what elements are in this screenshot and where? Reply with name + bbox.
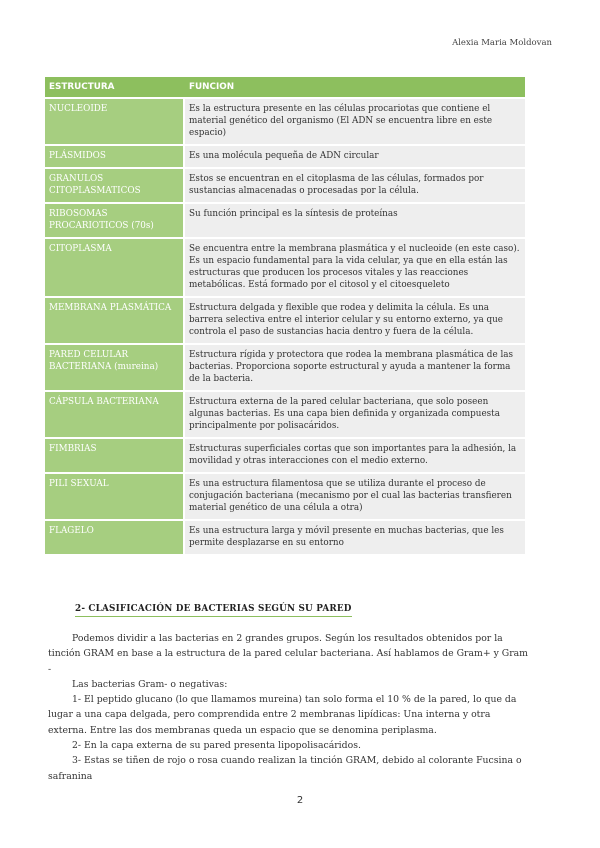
table-row [45, 239, 525, 296]
structure-cell: RIBOSOMAS PROCARIOTICOS (70s) [45, 204, 185, 237]
structure-cell: PARED CELULAR BACTERIANA (mureina) [45, 345, 185, 390]
function-cell: Estructura rígida y protectora que rodea la membrana plasmática de las bacterias. Proporciona soporte estructural y ayuda a mantener la forma de la bacteria. [185, 345, 525, 390]
function-cell: Es una estructura larga y móvil presente en muchas bacterias, que les permite desplazarse en su entorno [185, 521, 525, 554]
structure-cell: CÁPSULA BACTERIANA [45, 392, 185, 437]
table-row [45, 169, 525, 202]
paragraph: 2- En la capa externa de su pared presenta lipopolisacáridos. [72, 740, 361, 752]
structure-function-table [45, 75, 525, 556]
function-cell: Es la estructura presente en las células procariotas que contiene el material genético del organismo (El ADN se encuentra libre en este espacio) [185, 99, 525, 144]
page-number: 2 [296, 795, 304, 806]
function-cell: Es una estructura filamentosa que se utiliza durante el proceso de conjugación bacteriana (mecanismo por el cual las bacterias transfieren material genético de una célula a otra) [185, 474, 525, 519]
function-cell: Estructuras superficiales cortas que son importantes para la adhesión, la movilidad y otras interacciones con el medio externo. [185, 439, 525, 472]
paragraph: 1- El peptido glucano (lo que llamamos mureina) tan solo forma el 10 % de la pared, lo que da lugar a una capa delgada, pero comprendida entre 2 membranas lipídicas: Una interna y otra externa. Entre las dos membranas queda un espacio que se denomina periplasma. [48, 694, 517, 736]
table-row [45, 521, 525, 554]
paragraph: Las bacterias Gram- o negativas: [72, 678, 228, 690]
table-row [45, 392, 525, 437]
table-row [45, 345, 525, 390]
column-header-structure: ESTRUCTURA [45, 77, 185, 97]
paragraph: 3- Estas se tiñen de rojo o rosa cuando realizan la tinción GRAM, debido al colorante Fucsina o safranina [48, 755, 522, 782]
table-row [45, 298, 525, 343]
table-row [45, 146, 525, 167]
structure-cell: PLÁSMIDOS [45, 146, 185, 167]
table-row [45, 204, 525, 237]
section-heading: 2- CLASIFICACIÓN DE BACTERIAS SEGÚN SU PARED [75, 604, 352, 617]
structure-cell: GRANULOS CITOPLASMATICOS [45, 169, 185, 202]
function-cell: Estructura externa de la pared celular bacteriana, que solo poseen algunas bacterias. Es una capa bien definida y organizada compuesta principalmente por polisacáridos. [185, 392, 525, 437]
table-row [45, 474, 525, 519]
structure-cell: CITOPLASMA [45, 239, 185, 296]
structure-cell: NUCLEOIDE [45, 99, 185, 144]
function-cell: Estos se encuentran en el citoplasma de las células, formados por sustancias almacenadas o procesadas por la célula. [185, 169, 525, 202]
author-name: Alexia Maria Moldovan [452, 38, 552, 48]
function-cell: Estructura delgada y flexible que rodea y delimita la célula. Es una barrera selectiva entre el interior celular y su entorno externo, ya que controla el paso de sustancias hacia dentro y fuera de la célula. [185, 298, 525, 343]
structure-cell: MEMBRANA PLASMÁTICA [45, 298, 185, 343]
column-header-function: FUNCION [185, 77, 525, 97]
structure-cell: PILI SEXUAL [45, 474, 185, 519]
structure-cell: FIMBRIAS [45, 439, 185, 472]
function-cell: Su función principal es la síntesis de proteínas [185, 204, 525, 237]
function-cell: Es una molécula pequeña de ADN circular [185, 146, 525, 167]
section-body [48, 631, 530, 784]
table-row [45, 99, 525, 144]
paragraph: Podemos dividir a las bacterias en 2 grandes grupos. Según los resultados obtenidos por la tinción GRAM en base a la estructura de la pared celular bacteriana. Así hablamos de Gram+ y Gram - [48, 633, 529, 675]
structure-cell: FLAGELO [45, 521, 185, 554]
table-header-row [45, 77, 525, 97]
table-row [45, 439, 525, 472]
function-cell: Se encuentra entre la membrana plasmática y el nucleoide (en este caso). Es un espacio fundamental para la vida celular, ya que en ella están las estructuras que producen los procesos vitales y las reacciones metabólicas. Está formado por el citosol y el citoesqueleto [185, 239, 525, 296]
